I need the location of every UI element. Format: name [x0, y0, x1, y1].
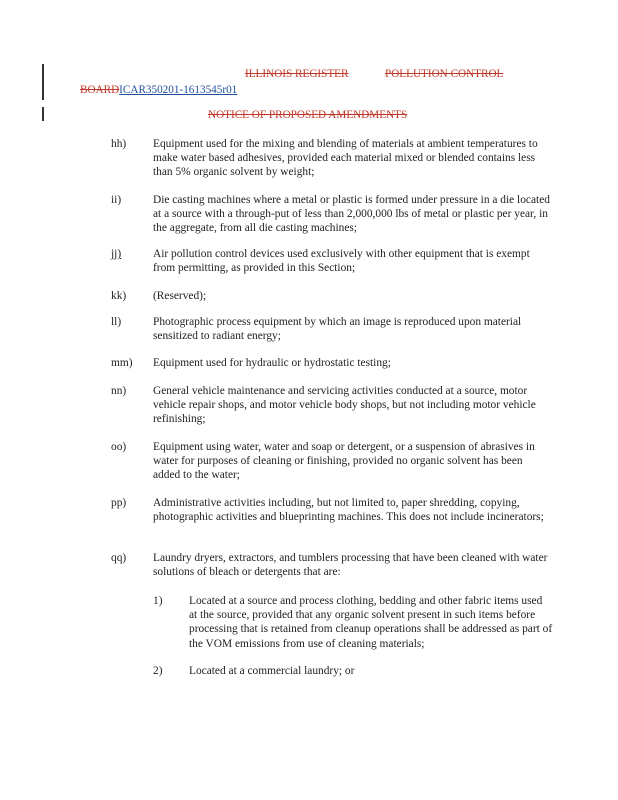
- list-item-qq: [111, 551, 551, 579]
- list-item-kk: [111, 289, 551, 303]
- board-title-struck-cont: BOARD: [80, 84, 120, 96]
- sub-item-label: 1): [153, 595, 163, 607]
- change-bar: [42, 107, 44, 121]
- item-text: Laundry dryers, extractors, and tumblers processing that have been cleaned with water solutions of bleach or detergents that are:: [153, 552, 548, 579]
- list-item-pp: [111, 496, 551, 524]
- sub-item-text: Located at a commercial laundry; or: [189, 665, 355, 677]
- item-text: Equipment used for hydraulic or hydrostatic testing;: [153, 357, 391, 369]
- item-label: pp): [111, 497, 127, 509]
- sub-item-2: [153, 664, 553, 678]
- item-label: hh): [111, 138, 127, 150]
- list-item-nn: [111, 384, 551, 427]
- item-text: Equipment used for the mixing and blending of materials at ambient temperatures to make water based adhesives, provided each material mixed or blended contains less than 5% organic solvent by weight;: [153, 138, 538, 179]
- list-item-ll: [111, 315, 551, 343]
- item-text: Die casting machines where a metal or plastic is formed under pressure in a die located at a source with a through-put of less than 2,000,000 lbs of metal or plastic per year, in the aggregate, from all die casting machines;: [153, 194, 550, 235]
- item-text: General vehicle maintenance and servicing activities conducted at a source, motor vehicle repair shops, and motor vehicle body shops, but not including motor vehicle refinishing;: [153, 385, 536, 426]
- item-label: jj): [111, 248, 122, 260]
- list-item-jj: [111, 247, 551, 275]
- item-label: ll): [111, 316, 122, 328]
- board-line: [80, 83, 237, 97]
- sub-item-text: Located at a source and process clothing, bedding and other fabric items used at the source, provided that any organic solvent present in such items before processing that is retained from cleanup operations shall be addressed as part of the VOM emissions from use of cleaning materials;: [189, 595, 553, 650]
- notice-title-struck: NOTICE OF PROPOSED AMENDMENTS: [208, 109, 408, 121]
- item-text: Air pollution control devices used exclusively with other equipment that is exempt from permitting, as provided in this Section;: [153, 248, 530, 275]
- item-text: Photographic process equipment by which an image is reproduced upon material sensitized to radiant energy;: [153, 316, 522, 343]
- item-label: nn): [111, 385, 127, 397]
- list-item-oo: [111, 440, 551, 483]
- sub-item-label: 2): [153, 665, 163, 677]
- list-item-ii: [111, 193, 551, 236]
- item-label: mm): [111, 357, 133, 369]
- item-label: oo): [111, 441, 127, 453]
- item-text: Equipment using water, water and soap or detergent, or a suspension of abrasives in water for purposes of cleaning or finishing, provided no organic solvent has been added to the water;: [153, 441, 535, 482]
- document-id-link[interactable]: ICAR350201-1613545r01: [119, 84, 238, 96]
- list-item-hh: [111, 137, 551, 180]
- change-bar: [42, 64, 44, 100]
- item-label: kk): [111, 290, 127, 302]
- sub-item-1: [153, 594, 553, 651]
- item-label: qq): [111, 552, 127, 564]
- item-label: ii): [111, 194, 122, 206]
- item-text: Administrative activities including, but not limited to, paper shredding, copying, photographic activities and blueprinting machines. This does not include incinerators;: [153, 497, 544, 524]
- list-item-mm: [111, 356, 551, 370]
- board-title-struck: POLLUTION CONTROL: [385, 68, 504, 80]
- register-title-struck: ILLINOIS REGISTER: [245, 68, 349, 80]
- item-text: (Reserved);: [153, 290, 207, 302]
